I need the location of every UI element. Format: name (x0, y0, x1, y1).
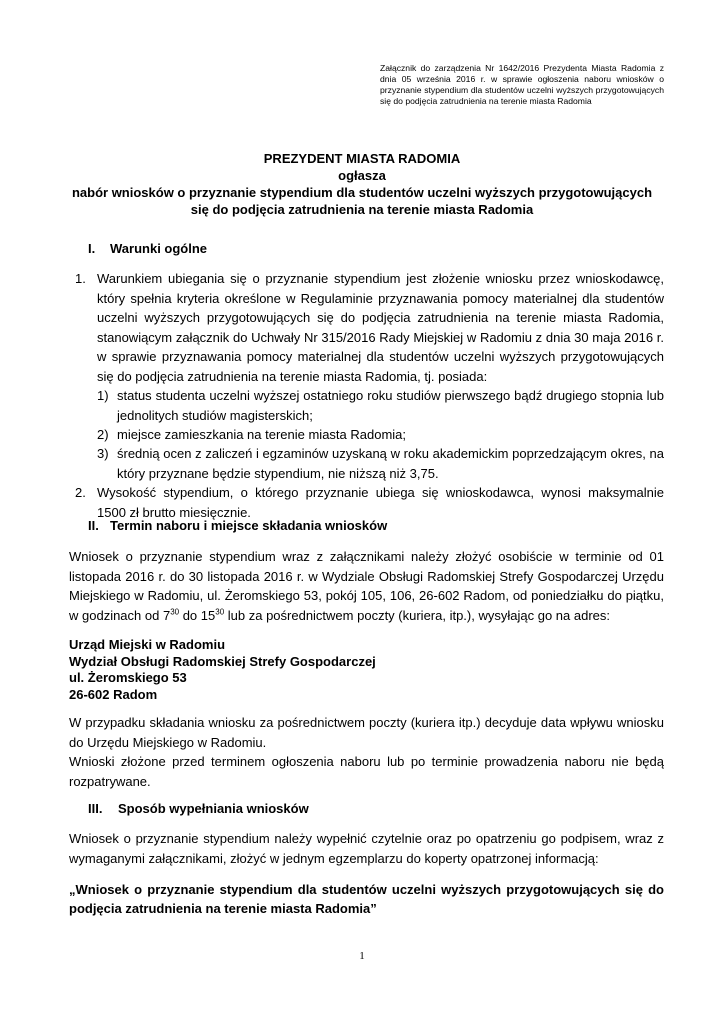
deadline-text: do 15 (179, 607, 216, 623)
address-line: Wydział Obsługi Radomskiej Strefy Gospodarczej (69, 653, 376, 669)
condition-text: Wysokość stypendium, o którego przyznanie ubiega się wnioskodawca, wynosi maksymalnie 1500 zł brutto miesięcznie. (97, 485, 664, 520)
section-title: Sposób wypełniania wniosków (118, 801, 309, 816)
section-heading-deadline (88, 517, 387, 534)
time-start-minutes: 30 (170, 607, 180, 617)
section-number: II. (88, 518, 99, 533)
criterion-number: 3) (97, 446, 109, 461)
deadline-text: Wniosek o przyznanie stypendium wraz z załącznikami należy złożyć osobiście w terminie od 01 listopada 2016 r. do 30 listopada 2016 r. w Wydziale Obsługi Radomskiej Strefy Gospodarczej Urzędu Miejskiego w Radomiu, ul. Żeromskiego 53, pokój 105, 106, 26-602 Radom, od poniedziałku do piątku, w godzinach od 7 (69, 549, 664, 623)
criterion-text: status studenta uczelni wyższej ostatniego roku studiów pierwszego bądź drugiego stopnia lub jednolitych studiów magisterskich; (117, 388, 664, 423)
filling-instructions: Wniosek o przyznanie stypendium należy wypełnić czytelnie oraz po opatrzeniu go podpisem, wraz z wymaganymi załącznikami, złożyć w jednym egzemplarzu do koperty opatrzonej informacją: (69, 831, 664, 866)
envelope-label-text: „Wniosek o przyznanie stypendium dla studentów uczelni wyższych przygotowujących się do podjęcia zatrudnienia na terenie miasta Radomia” (69, 882, 664, 916)
condition-number: 1. (75, 271, 86, 286)
criterion-number: 2) (97, 427, 109, 442)
condition-item (75, 269, 664, 386)
announcement-title (60, 150, 664, 218)
page-number: 1 (359, 950, 365, 962)
section-heading-filling (88, 800, 309, 817)
section-title: Warunki ogólne (110, 241, 208, 256)
condition-number: 2. (75, 485, 86, 500)
section-number: III. (88, 801, 103, 816)
title-subject-line2: się do podjęcia zatrudnienia na terenie miasta Radomia (190, 202, 534, 217)
deadline-paragraph (69, 547, 664, 625)
address-line: Urząd Miejski w Radomiu (69, 637, 226, 652)
criterion-text: miejsce zamieszkania na terenie miasta Radomia; (117, 427, 407, 442)
condition-text: Warunkiem ubiegania się o przyznanie stypendium jest złożenie wniosku przez wnioskodawcę, który spełnia kryteria określone w Regulaminie przyznawania pomocy materialnej dla studentów uczelni wyższych przygotowujących się do podjęcia zatrudnienia na terenie miasta Radomia, stanowiącym załącznik do Uchwały Nr 315/2016 Rady Miejskiej w Radomiu z dnia 30 maja 2016 r. w sprawie przyznawania pomocy materialnej dla studentów uczelni wyższych przygotowujących się do podjęcia zatrudnienia na terenie miasta Radomia, tj. posiada: (97, 271, 664, 384)
section-heading-general (88, 240, 207, 257)
criterion-text: średnią ocen z zaliczeń i egzaminów uzyskaną w roku akademickim poprzedzającym okres, na który przyznane będzie stypendium, nie niższą niż 3,75. (117, 446, 664, 481)
address-line: ul. Żeromskiego 53 (69, 670, 187, 685)
title-issuer: PREZYDENT MIASTA RADOMIA (263, 151, 461, 166)
title-subject-line1: nabór wniosków o przyznanie stypendium dla studentów uczelni wyższych przygotowujących (71, 185, 653, 200)
title-verb: ogłasza (338, 168, 386, 183)
time-end-minutes: 30 (215, 607, 225, 617)
mail-note: W przypadku składania wniosku za pośrednictwem poczty (kuriera itp.) decyduje data wpływu wniosku do Urzędu Miejskiego w Radomiu. (69, 715, 664, 750)
postal-address (69, 637, 376, 703)
criterion-item (97, 444, 664, 483)
deadline-text: lub za pośrednictwem poczty (kuriera, itp.), wysyłając go na adres: (224, 607, 610, 623)
criterion-number: 1) (97, 388, 109, 403)
criterion-item (97, 386, 664, 425)
early-submission-note: Wnioski złożone przed terminem ogłoszenia naboru lub po terminie prowadzenia naboru nie będą rozpatrywane. (69, 754, 664, 789)
section-number: I. (88, 241, 96, 256)
annex-note: Załącznik do zarządzenia Nr 1642/2016 Prezydenta Miasta Radomia z dnia 05 września 2016 r. w sprawie ogłoszenia naboru wniosków o przyznanie stypendium dla studentów uczelni wyższych przygotowujących się do podjęcia zatrudnienia na terenie miasta Radomia (380, 63, 664, 106)
section-title: Termin naboru i miejsce składania wniosków (110, 518, 388, 533)
criterion-item (97, 425, 664, 445)
address-line: 26-602 Radom (69, 686, 158, 702)
